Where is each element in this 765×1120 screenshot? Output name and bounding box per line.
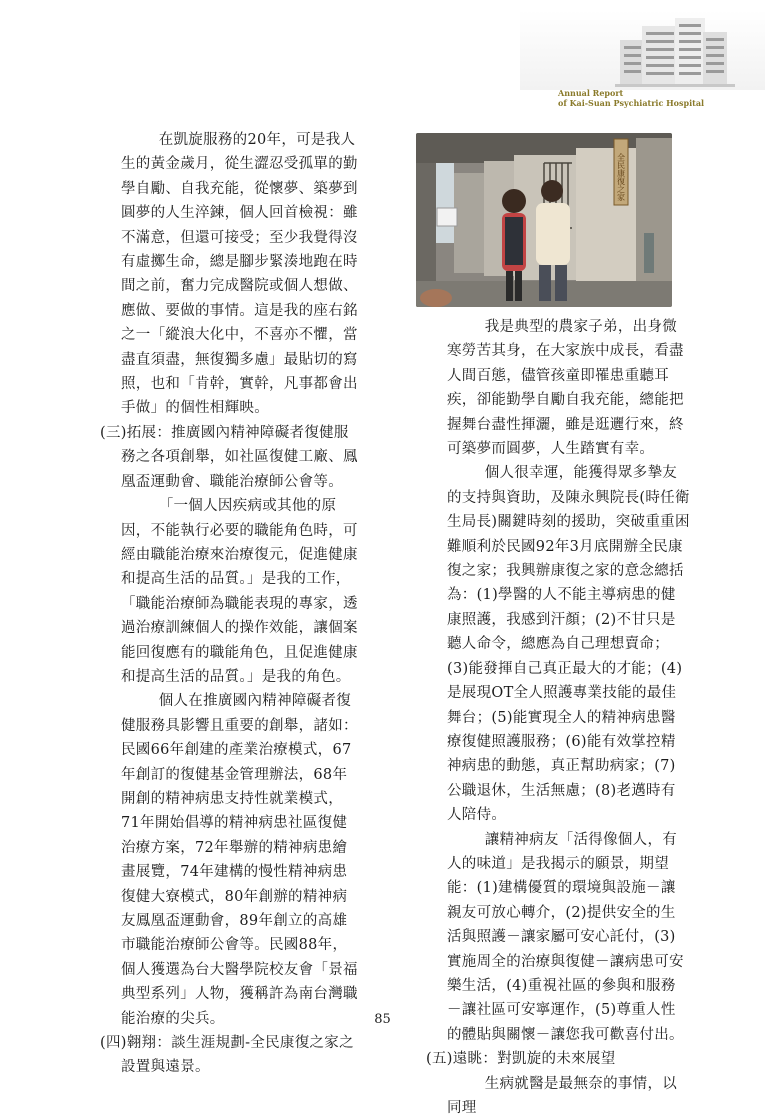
section-heading-3: (三)拓展：推廣國內精神障礙者復健服務之各項創舉，如社區復健工廠、鳳凰盃運動會、職能治療師公會等。	[100, 424, 358, 490]
left-column	[100, 128, 362, 1080]
paragraph: 在凱旋服務的20年，可是我人生的黃金歲月，從生澀忍受孤單的勤學自勵、自我充能，從懷夢、築夢到圓夢的人生淬鍊，個人回首檢視：雖不滿意，但還可接受；至少我覺得沒有虛擲生命，總是腳步緊湊地跑在時間之前，奮力完成醫院或個人想做、應做、要做的事情。這是我的座右銘之一「縱浪大化中，不喜亦不懼，當盡直須盡，無復獨多慮」最貼切的寫照，也和「肯幹，實幹，凡事都會出手做」的個性相輝映。	[121, 132, 358, 417]
paragraph: 我是典型的農家子弟，出身微寒勞苦其身，在大家族中成長，看盡人間百態，儘管孩童即罹患重聽耳疾，卻能勤學自勵自我充能，總能把握舞台盡性揮灑，雖是逛邐行來，終可築夢而圓夢，人生踏實有幸。	[447, 319, 684, 458]
recovery-home-sign: 全民康復之家	[616, 153, 626, 201]
report-title-line2: of Kai-Suan Psychiatric Hospital	[558, 98, 705, 108]
hospital-building-icon	[520, 10, 765, 90]
page-number: 85	[374, 1012, 391, 1027]
right-column	[426, 315, 690, 1120]
paragraph: 「一個人因疾病或其他的原因，不能執行必要的職能角色時，可經由職能治療來治療復元，促進健康和提高生活的品質。」是我的工作，「職能治療師為職能表現的專家，透過治療訓練個人的操作效能，讓個案能回復應有的職能角色，且促進健康和提高生活的品質。」是我的角色。	[121, 498, 358, 685]
paragraph: 讓精神病友「活得像個人，有人的味道」是我揭示的願景，期望能：(1)建構優質的環境與設施－讓親友可放心轉介，(2)提供安全的生活與照護－讓家屬可安心託付，(3)實施周全的治療與復健－讓病患可安樂生活，(4)重視社區的參與和服務－讓社區可安寧運作，(5)尊重人性的體貼與關懷－讓您我可歡喜付出。	[447, 831, 684, 1043]
section-heading-4: (四)翱翔：談生涯規劃-全民康復之家之設置與遠景。	[100, 1035, 354, 1076]
report-title-line1: Annual Report	[558, 88, 624, 98]
section-heading-5: (五)遠眺：對凱旋的未來展望	[426, 1051, 616, 1068]
paragraph: 個人在推廣國內精神障礙者復健服務具影響且重要的創舉，諸如：民國66年創建的產業治療模式，67年創訂的復健基金管理辦法，68年開創的精神病患支持性就業模式，71年開始倡導的精神病患社區復健治療方案，72年舉辦的精神病患繪畫展覽，74年建構的慢性精神病患復健大寮模式，80年創辦的精神病友鳳凰盃運動會，89年創立的高雄市職能治療師公會等。民國88年，個人獲選為台大醫學院校友會「景福典型系列」人物，獲稱許為南台灣職能治療的尖兵。	[121, 693, 358, 1027]
paragraph: 個人很幸運，能獲得眾多摯友的支持與資助，及陳永興院長(時任衛生局長)關鍵時刻的援助，突破重重困難順利於民國92年3月底開辦全民康復之家；我興辦康復之家的意念總括為：(1)學醫的人不能主導病患的健康照護，我感到汗顏；(2)不甘只是聽人命令，總應為自己理想賣命；(3)能發揮自己真正最大的才能；(4)是展現OT全人照護專業技能的最佳舞台；(5)能實現全人的精神病患醫療復健照護服務；(6)能有效掌控精神病患的動態，真正幫助病家；(7)公職退休，生活無慮；(8)老邁時有人陪侍。	[447, 465, 690, 824]
photo-couple-at-recovery-home	[416, 133, 672, 307]
report-header	[520, 10, 765, 110]
paragraph: 生病就醫是最無奈的事情，以同理	[447, 1075, 678, 1116]
report-title	[558, 88, 728, 108]
